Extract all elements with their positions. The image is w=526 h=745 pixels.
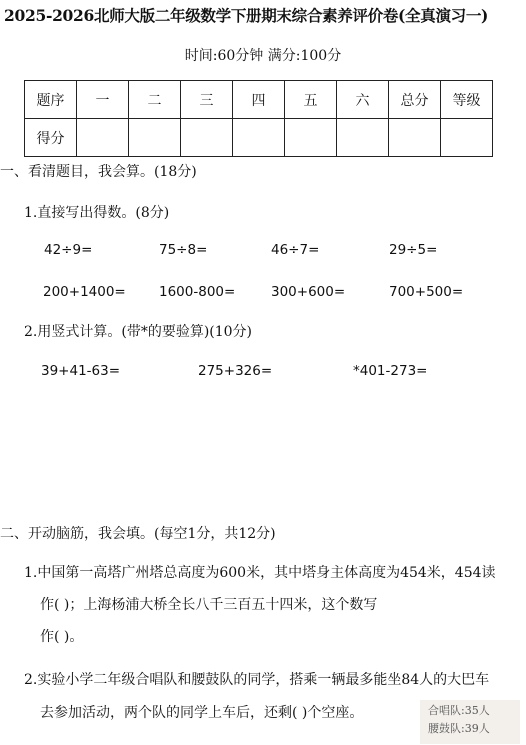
header-cell: 二 (129, 81, 181, 119)
score-cell[interactable] (389, 119, 441, 157)
section1-heading: 一、看清题目，我会算。(18分) (0, 164, 197, 180)
calc-item: 1600-800= (159, 284, 236, 300)
calc-item: 700+500= (389, 284, 464, 300)
header-cell: 五 (285, 81, 337, 119)
drum-count: 腰鼓队:39人 (428, 722, 490, 735)
header-cell: 总分 (389, 81, 441, 119)
exam-subtitle: 时间:60分钟 满分:100分 (184, 48, 342, 64)
vertical-calc-item: 39+41-63= (41, 363, 121, 379)
header-cell: 六 (337, 81, 389, 119)
calc-item: 29÷5= (389, 242, 438, 258)
section2-q1-line2: 作( )；上海杨浦大桥全长八千三百五十四米，这个数写 (40, 597, 378, 613)
vertical-calc-item: *401-273= (353, 363, 428, 379)
team-size-note (420, 700, 520, 744)
header-cell: 等级 (441, 81, 493, 119)
section1-q1-label: 1.直接写出得数。(8分) (24, 205, 170, 221)
header-cell: 三 (181, 81, 233, 119)
score-cell[interactable] (441, 119, 493, 157)
score-cell[interactable] (337, 119, 389, 157)
calc-item: 46÷7= (271, 242, 320, 258)
calc-item: 200+1400= (43, 284, 126, 300)
score-table-header-row (25, 81, 493, 119)
section2-heading: 二、开动脑筋，我会填。(每空1分，共12分) (0, 526, 276, 542)
score-cell[interactable] (77, 119, 129, 157)
section2-q2-line1: 2.实验小学二年级合唱队和腰鼓队的同学，搭乘一辆最多能坐84人的大巴车 (24, 672, 490, 688)
section2-q1-line1: 1.中国第一高塔广州塔总高度为600米，其中塔身主体高度为454米，454读 (24, 565, 496, 581)
section2-q1-line3: 作( )。 (40, 629, 84, 645)
section2-q2-line2: 去参加活动，两个队的同学上车后，还剩( )个空座。 (40, 705, 364, 721)
header-cell: 题序 (25, 81, 77, 119)
score-table (24, 80, 493, 157)
calc-item: 42÷9= (44, 242, 93, 258)
score-cell[interactable] (181, 119, 233, 157)
section1-q2-label: 2.用竖式计算。(带*的要验算)(10分) (24, 324, 253, 340)
choir-count: 合唱队:35人 (428, 704, 490, 717)
score-cell[interactable] (233, 119, 285, 157)
score-cell[interactable] (129, 119, 181, 157)
calc-item: 300+600= (271, 284, 346, 300)
exam-title: 2025-2026北师大版二年级数学下册期末综合素养评价卷(全真演习一) (4, 6, 489, 25)
header-cell: 一 (77, 81, 129, 119)
header-cell: 四 (233, 81, 285, 119)
vertical-calc-item: 275+326= (198, 363, 273, 379)
score-table-score-row (25, 119, 493, 157)
row-label-cell: 得分 (25, 119, 77, 157)
score-cell[interactable] (285, 119, 337, 157)
calc-item: 75÷8= (159, 242, 208, 258)
